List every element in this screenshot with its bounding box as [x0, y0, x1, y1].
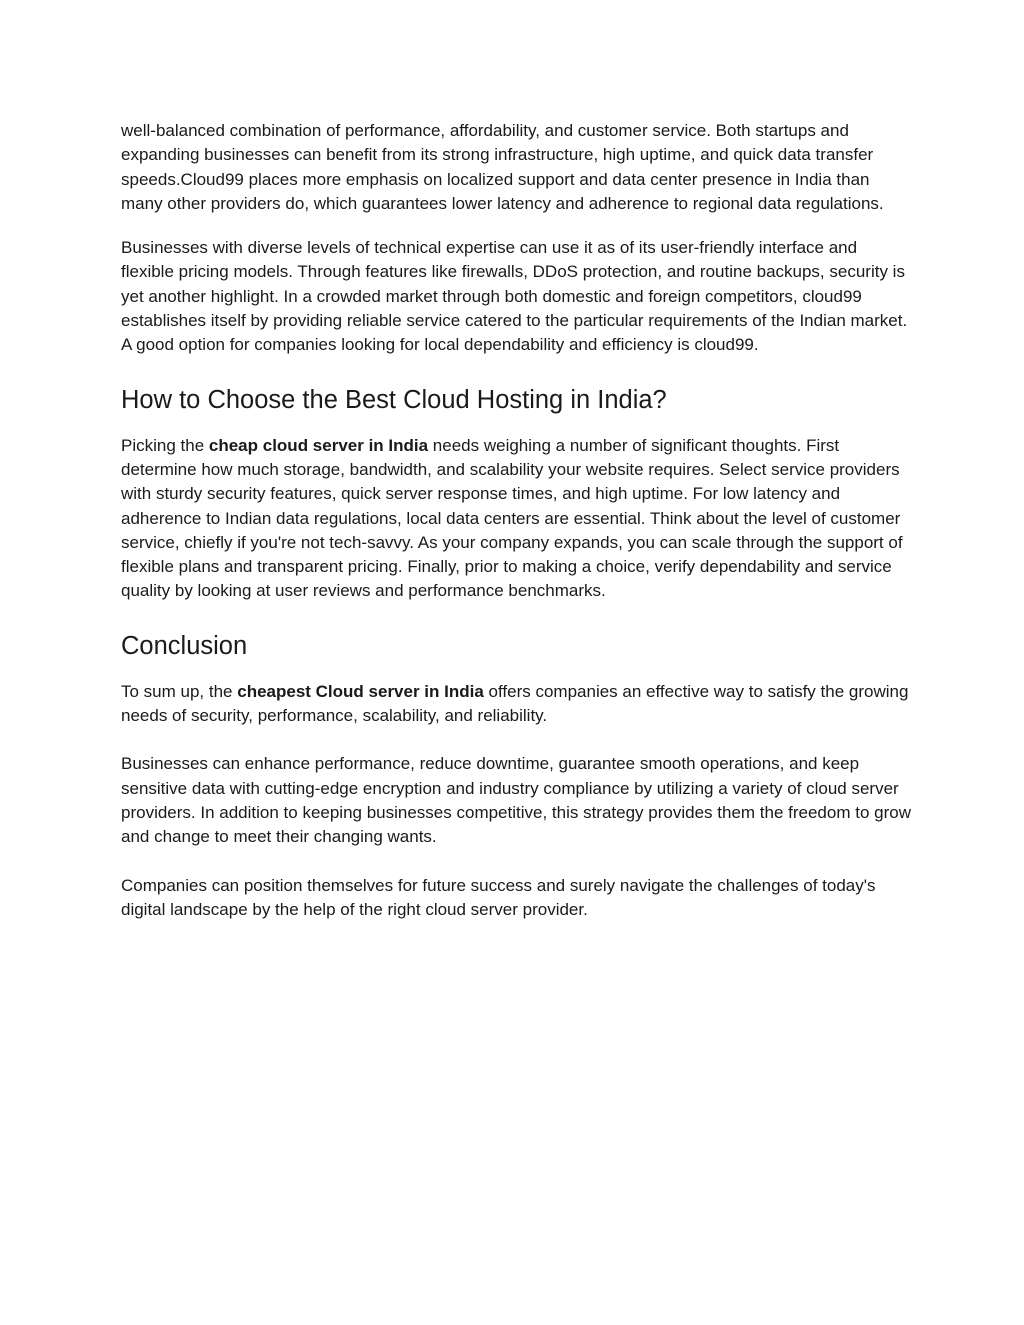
heading-conclusion: Conclusion	[121, 631, 248, 660]
paragraph-how-to-choose-pre: Picking the	[121, 435, 209, 455]
paragraph-conclusion-pre: To sum up, the	[121, 681, 238, 701]
paragraph-conclusion-summary	[121, 680, 911, 729]
paragraph-conclusion-benefits: Businesses can enhance performance, reduce downtime, guarantee smooth operations, and keep sensitive data with cutting-edge encryption and industry compliance by utilizing a variety of cloud server providers. In addition to keeping businesses competitive, this strategy provides them the freedom to grow and change to meet their changing wants.	[121, 754, 911, 847]
paragraph-how-to-choose-post: needs weighing a number of significant thoughts. First determine how much storage, bandwidth, and scalability your website requires. Select service providers with sturdy security features, quick server response times, and high uptime. For low latency and adherence to Indian data regulations, local data centers are essential. Think about the level of customer service, chiefly if you're not tech-savvy. As your company expands, you can scale through the support of flexible plans and transparent pricing. Finally, prior to making a choice, verify dependability and service quality by looking at user reviews and performance benchmarks.	[121, 435, 903, 601]
paragraph-conclusion-closing: Companies can position themselves for future success and surely navigate the challenges of today's digital landscape by the help of the right cloud server provider.	[121, 875, 876, 919]
paragraph-cloud99-overview: well-balanced combination of performance, affordability, and customer service. Both startups and expanding businesses can benefit from its strong infrastructure, high uptime, and quick data transfer speeds.Cloud99 places more emphasis on localized support and data center presence in India than many other providers do, which guarantees lower latency and adherence to regional data regulations.	[121, 121, 884, 213]
document-page	[121, 119, 911, 922]
paragraph-cloud99-features: Businesses with diverse levels of technical expertise can use it as of its user-friendly interface and flexible pricing models. Through features like firewalls, DDoS protection, and routine backups, security is yet another highlight. In a crowded market through both domestic and foreign competitors, cloud99 establishes itself by providing reliable service catered to the particular requirements of the Indian market. A good option for companies looking for local dependability and efficiency is cloud99.	[121, 238, 908, 355]
paragraph-conclusion-post: offers companies an effective way to satisfy the growing needs of security, performance, scalability, and reliability.	[121, 681, 909, 726]
keyword-cheap-cloud-server: cheap cloud server in India	[208, 435, 429, 455]
heading-how-to-choose: How to Choose the Best Cloud Hosting in India?	[121, 385, 667, 414]
paragraph-how-to-choose	[121, 434, 911, 604]
keyword-cheapest-cloud-server: cheapest Cloud server in India	[237, 681, 484, 701]
